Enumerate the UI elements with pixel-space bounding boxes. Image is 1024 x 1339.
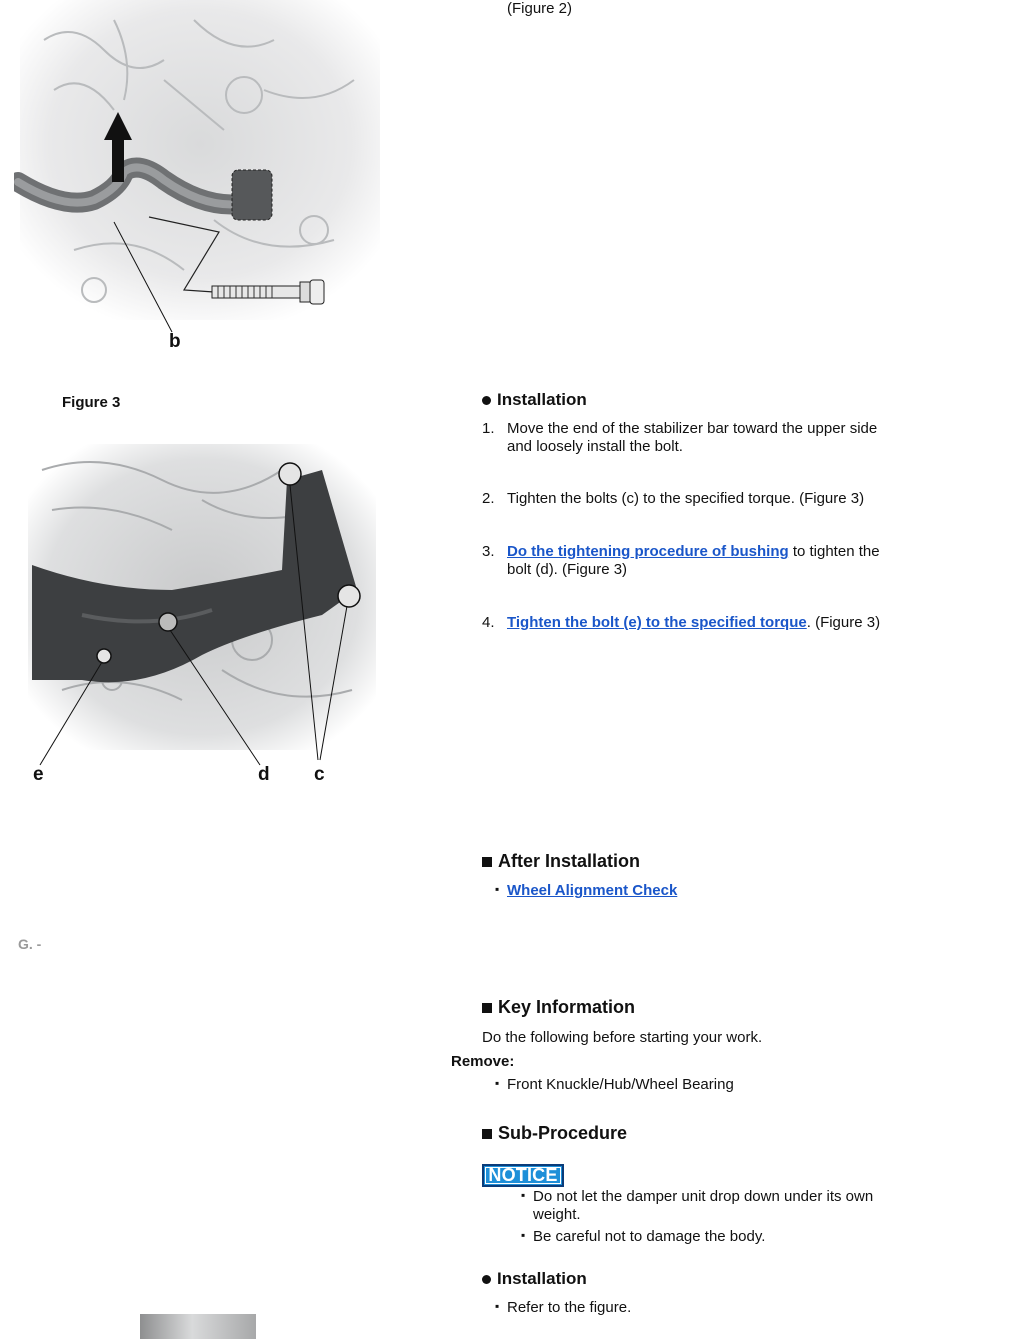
torque-bolt-e-link[interactable]: Tighten the bolt (e) to the specified torque (507, 614, 807, 631)
installation-2-heading (482, 1269, 587, 1289)
figure-2-svg (14, 0, 386, 340)
step-text (507, 543, 902, 579)
list-item (521, 1228, 891, 1246)
list-item (521, 1188, 891, 1224)
sub-procedure-heading (482, 1123, 627, 1144)
installation-step-1 (482, 420, 902, 456)
figure-3-svg (22, 440, 382, 770)
bolt-c-upper (279, 463, 301, 485)
key-information-heading (482, 997, 635, 1018)
notice-text: Be careful not to damage the body. (533, 1228, 766, 1245)
bullet-icon: ▪ (495, 1076, 500, 1090)
step-number: 3. (482, 543, 495, 560)
installation-2-item-text: Refer to the figure. (507, 1299, 632, 1316)
callout-b: b (169, 331, 181, 352)
installation-heading (482, 390, 587, 410)
bushing-procedure-link[interactable]: Do the tightening procedure of bushing (507, 543, 789, 560)
list-item (495, 1299, 631, 1317)
step-text-tail: to tighten the bolt (d). (Figure 3) (507, 543, 880, 578)
bullet-square-icon (482, 857, 492, 867)
notice-text: Do not let the damper unit drop down under its own weight. (533, 1188, 874, 1223)
list-item (495, 1076, 734, 1094)
next-figure-partial (140, 1314, 256, 1339)
remove-label: Remove: (451, 1053, 515, 1070)
figure-3-illustration (22, 440, 382, 770)
figure-3-caption: Figure 3 (62, 394, 121, 411)
bolt-d (159, 613, 177, 631)
installation-heading-text: Installation (497, 390, 587, 409)
step-text: Tighten the bolts (c) to the specified torque. (Figure 3) (507, 490, 865, 507)
step-text-tail: . (Figure 3) (806, 614, 881, 631)
remove-item-text: Front Knuckle/Hub/Wheel Bearing (507, 1076, 734, 1093)
list-item (495, 882, 677, 900)
installation-step-2 (482, 490, 902, 508)
after-installation-heading (482, 851, 640, 872)
bullet-icon: ▪ (495, 882, 500, 896)
bullet-icon: ▪ (521, 1188, 526, 1202)
callout-d: d (258, 764, 270, 785)
key-information-intro: Do the following before starting your work. (482, 1029, 763, 1046)
step-number: 1. (482, 420, 495, 437)
sub-procedure-heading-text: Sub-Procedure (498, 1123, 628, 1143)
step-text (507, 614, 902, 632)
step-number: 4. (482, 614, 495, 631)
installation-step-3 (482, 543, 902, 579)
step-number: 2. (482, 490, 495, 507)
callout-c: c (314, 764, 325, 785)
installation-2-heading-text: Installation (497, 1269, 587, 1288)
installation-step-4 (482, 614, 902, 632)
bullet-icon: ▪ (495, 1299, 500, 1313)
notice-badge: NOTICE (482, 1164, 564, 1187)
figure-2-illustration (14, 0, 386, 340)
callout-e: e (33, 764, 44, 785)
bolt-e (97, 649, 111, 663)
bolt-c-lower (338, 585, 360, 607)
bullet-dot-icon (482, 1275, 491, 1284)
section-label: G. - (18, 936, 42, 952)
after-installation-heading-text: After Installation (498, 851, 641, 871)
step-text: Move the end of the stabilizer bar toward the upper side and loosely install the bolt. (507, 420, 878, 455)
figure-2-reference: (Figure 2) (507, 0, 573, 17)
bullet-icon: ▪ (521, 1228, 526, 1242)
wheel-alignment-check-link[interactable]: Wheel Alignment Check (507, 882, 678, 899)
bullet-square-icon (482, 1003, 492, 1013)
key-information-heading-text: Key Information (498, 997, 636, 1017)
bullet-square-icon (482, 1129, 492, 1139)
bullet-dot-icon (482, 396, 491, 405)
